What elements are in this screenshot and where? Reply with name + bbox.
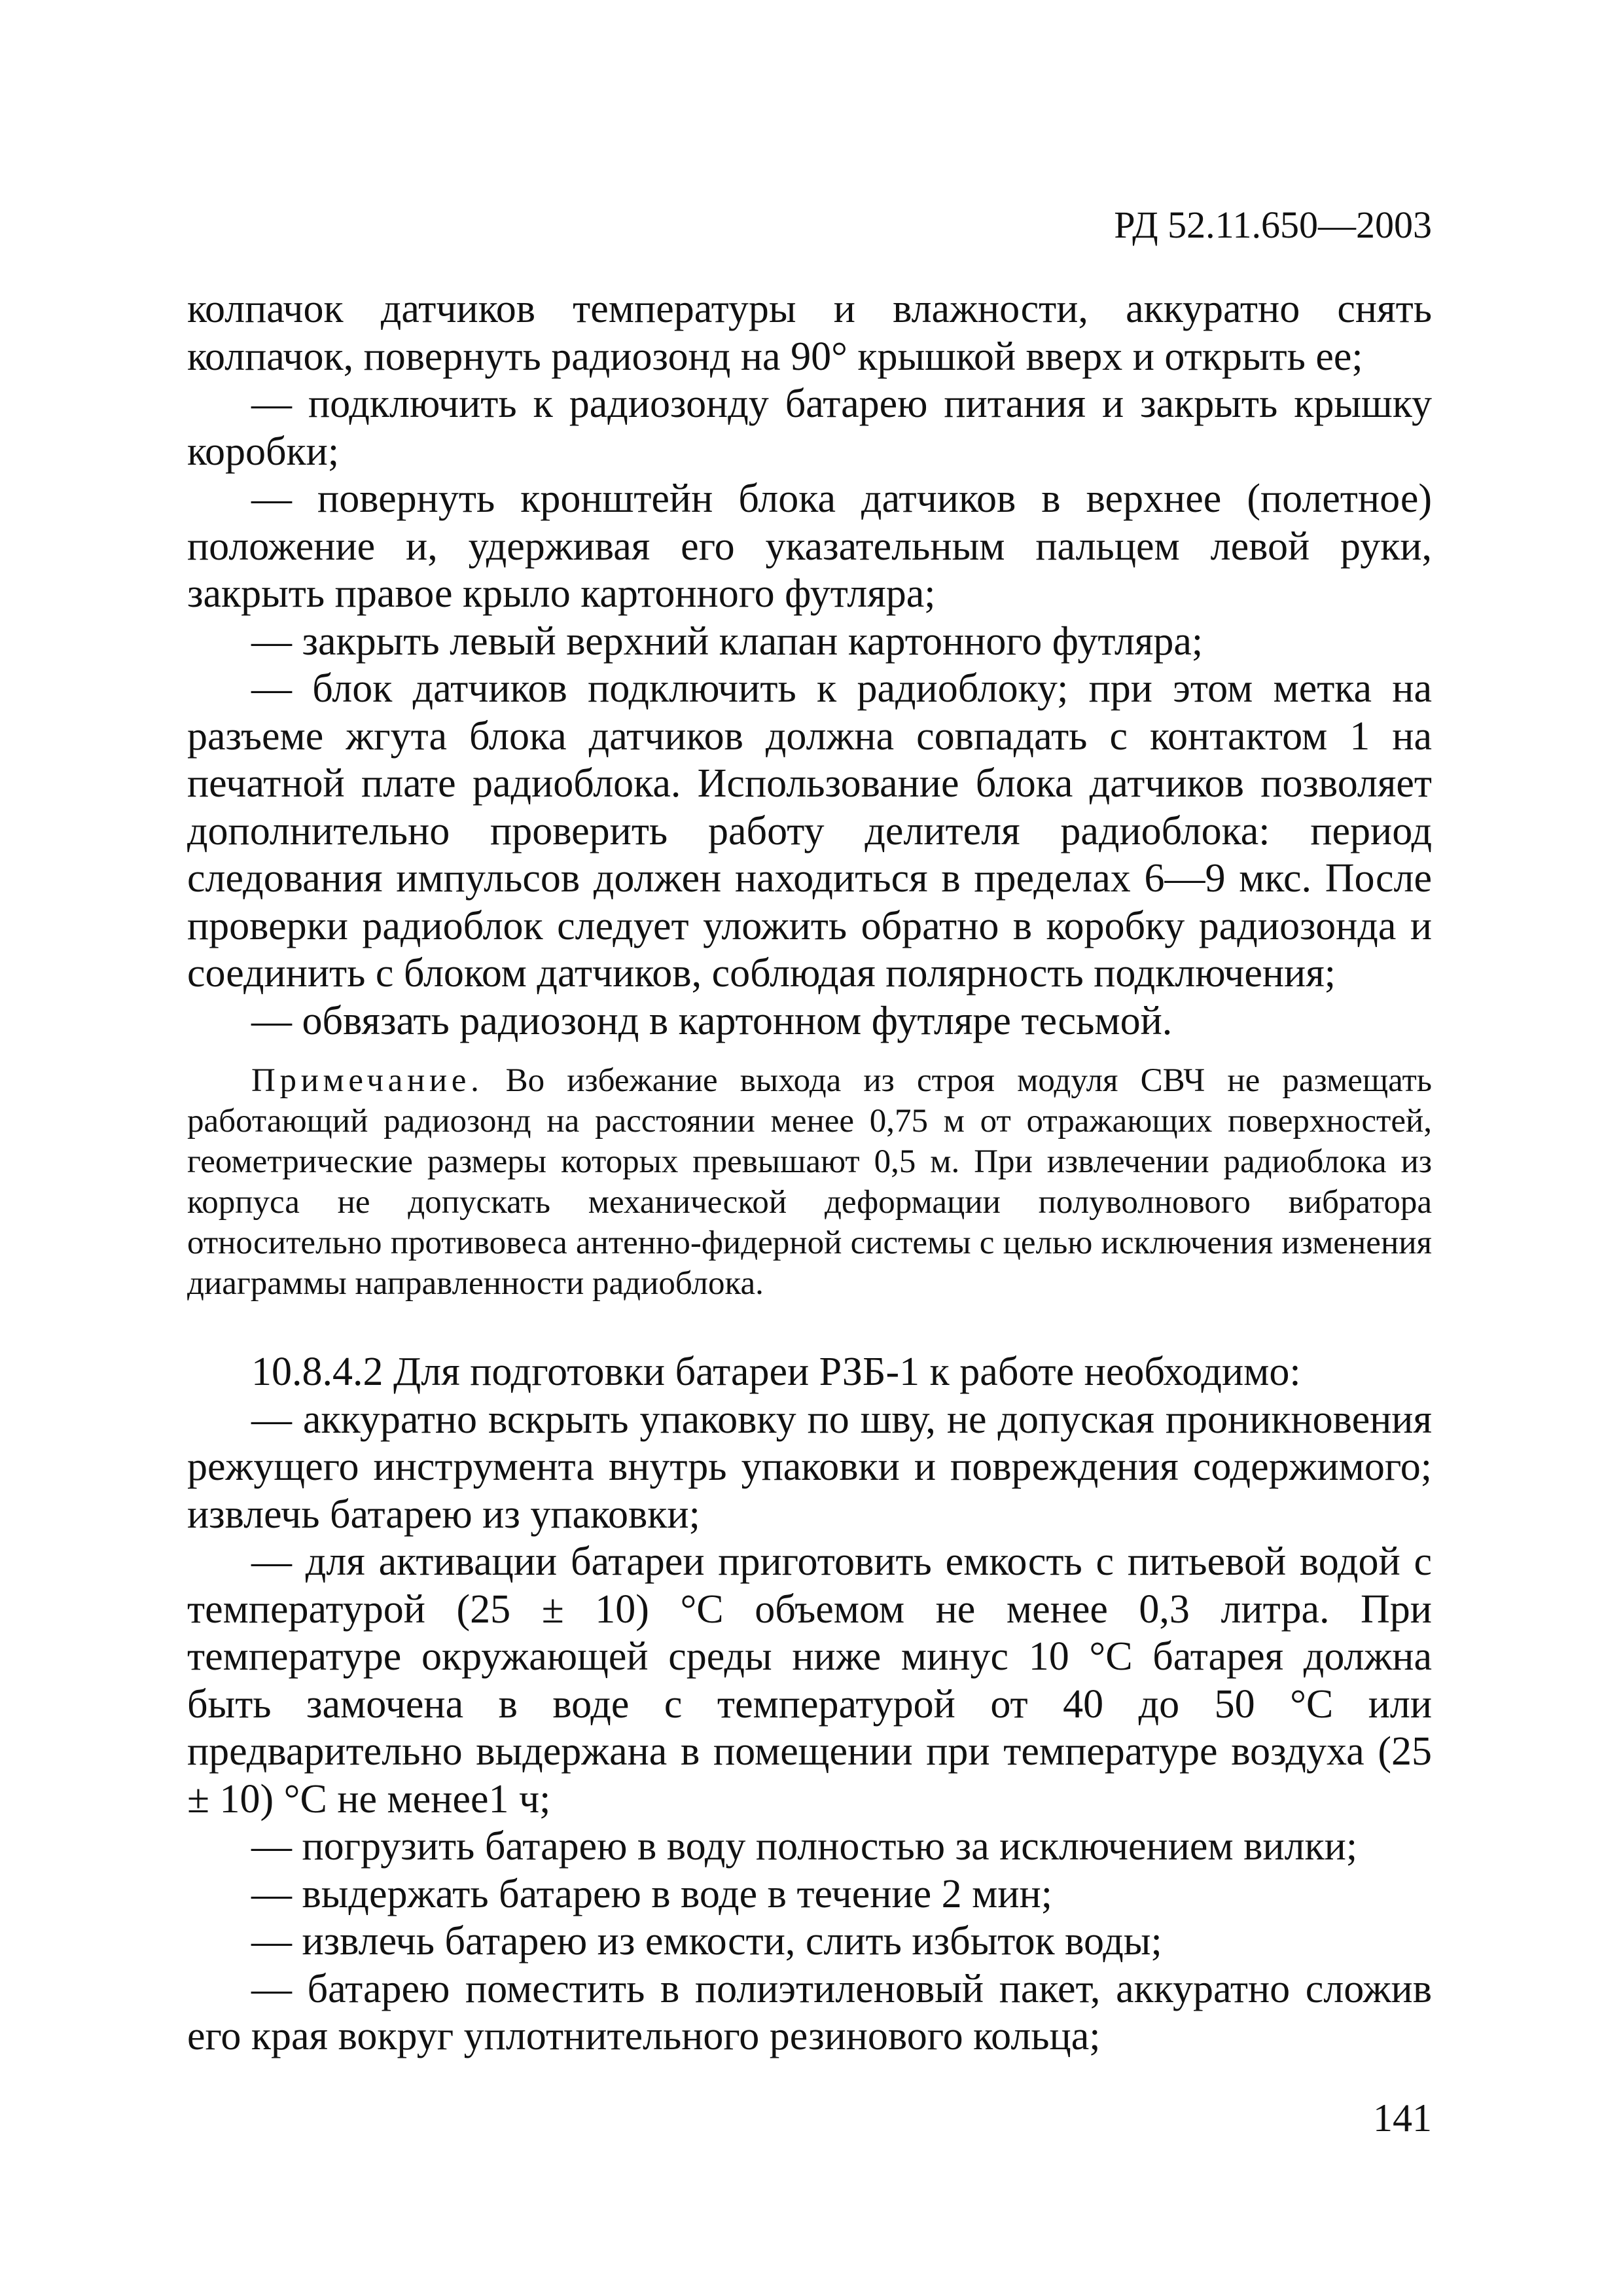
list-item: — обвязать радиозонд в картонном футляре тесьмой. — [251, 998, 1173, 1043]
list-item: — закрыть левый верхний клапан картонного футляра; — [251, 619, 1204, 664]
list-item: — извлечь батарею из емкости, слить избыток воды; — [251, 1919, 1162, 1964]
note-label: Примечание. — [251, 1062, 484, 1099]
list-item: — аккуратно вскрыть упаковку по шву, не допуская проникновения режущего инструмента внутрь упаковки и повреждения содержимого; извлечь батарею из упаковки; — [187, 1397, 1432, 1537]
list-item: — для активации батареи приготовить емкость с питьевой водой с температурой (25 ± 10) °С объемом не менее 0,3 литра. При температуре окружающей среды ниже минус 10 °С батарея должна быть замочена в воде с температурой от 40 до 50 °С или предварительно выдержана в помещении при температуре воздуха (25 ± 10) °С не менее1 ч; — [187, 1539, 1432, 1821]
list-item: — выдержать батарею в воде в течение 2 мин; — [251, 1871, 1052, 1916]
list-item: — повернуть кронштейн блока датчиков в верхнее (полетное) положение и, удерживая его указательным пальцем левой руки, закрыть правое крыло картонного футляра; — [187, 476, 1432, 616]
list-item: — погрузить батарею в воду полностью за исключением вилки; — [251, 1824, 1358, 1869]
list-item: — блок датчиков подключить к радиоблоку; при этом метка на разъеме жгута блока датчиков должна совпадать с контактом 1 на печатной плате радиоблока. Использование блока датчиков позволяет дополнительно проверить работу делителя радиоблока: период следования импульсов должен находиться в пределах 6—9 мкс. После проверки радиоблок следует уложить обратно в коробку радиозонда и соединить с блоком датчиков, соблюдая полярность подключения; — [187, 666, 1432, 996]
list-item: — батарею поместить в полиэтиленовый пакет, аккуратно сложив его края вокруг уплотнительного резинового кольца; — [187, 1966, 1432, 2058]
document-code-header: РД 52.11.650—2003 — [1114, 204, 1432, 246]
note-paragraph — [187, 1060, 1432, 1304]
paragraph-continuation: колпачок датчиков температуры и влажности, аккуратно снять колпачок, повернуть радиозонд на 90° крышкой вверх и открыть ее; — [187, 287, 1432, 379]
section-10-8-4-2 — [187, 1348, 1432, 2060]
note-text: Во избежание выхода из строя модуля СВЧ не размещать работающий радиозонд на расстоянии менее 0,75 м от отражающих поверхностей, геометрические размеры которых превышают 0,5 м. При извлечении радиоблока из корпуса не допускать механической деформации полуволнового вибратора относительно противовеса антенно-фидерной системы с целью исключения изменения диаграммы направленности радиоблока. — [187, 1062, 1433, 1302]
main-text-block — [187, 285, 1432, 1045]
note-block — [187, 1060, 1432, 1304]
page-number: 141 — [1373, 2096, 1432, 2140]
list-item: — подключить к радиозонду батарею питания и закрыть крышку коробки; — [187, 382, 1432, 474]
section-heading: 10.8.4.2 Для подготовки батареи РЗБ-1 к работе необходимо: — [251, 1350, 1301, 1394]
